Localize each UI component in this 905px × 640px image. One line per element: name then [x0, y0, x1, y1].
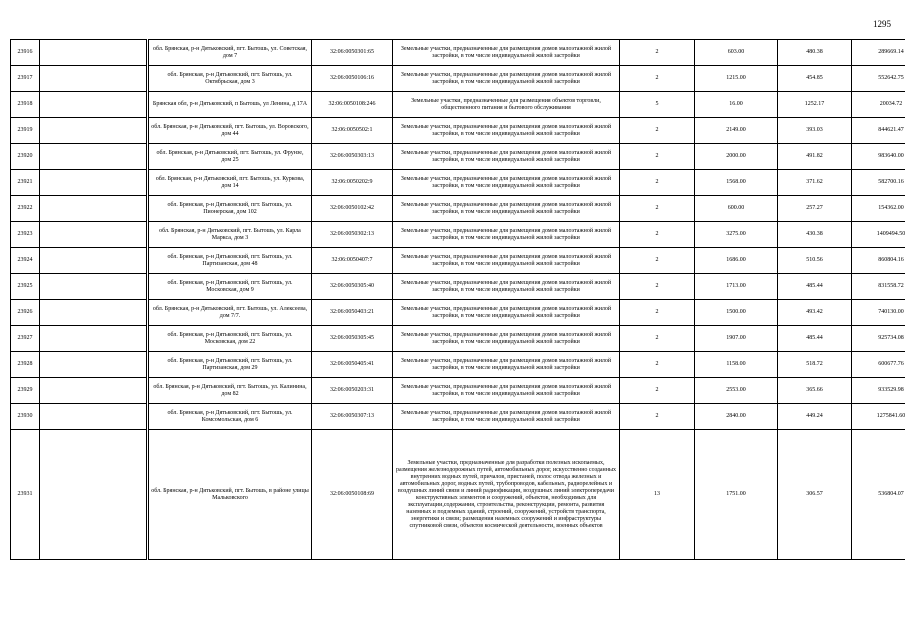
cadastral-number-cell: 32:06:0050307:13 [312, 404, 393, 430]
cadastral-value-cell: 536804.07 [852, 430, 905, 560]
land-use-cell: Земельные участки, предназначенные для размещения домов малоэтажной жилой застройки, в том числе индивидуальной жилой застройки [393, 40, 620, 66]
address-cell: Брянская обл, р-н Дятьковский, п Бытошь, ул Ленина, д 17А [149, 92, 312, 118]
blank-cell [40, 300, 147, 326]
row-number: 23931 [11, 430, 40, 560]
address-cell: обл. Брянская, р-н Дятьковский, пгт. Бытошь, ул. Калинина, дом 82 [149, 378, 312, 404]
cadastral-number-cell: 32:06:0050301:65 [312, 40, 393, 66]
blank-cell [40, 66, 147, 92]
group-code-cell: 2 [620, 274, 695, 300]
cadastral-number-cell: 32:06:0050403:21 [312, 300, 393, 326]
area-cell: 2000.00 [695, 144, 778, 170]
table-row [11, 196, 905, 222]
blank-cell [40, 404, 147, 430]
land-use-cell: Земельные участки, предназначенные для размещения домов малоэтажной жилой застройки, в том числе индивидуальной жилой застройки [393, 378, 620, 404]
land-use-cell: Земельные участки, предназначенные для размещения домов малоэтажной жилой застройки, в том числе индивидуальной жилой застройки [393, 274, 620, 300]
table-row [11, 248, 905, 274]
cadastral-value-cell: 552642.75 [852, 66, 905, 92]
cadastral-number-cell: 32:06:0050202:9 [312, 170, 393, 196]
land-use-cell: Земельные участки, предназначенные для размещения домов малоэтажной жилой застройки, в том числе индивидуальной жилой застройки [393, 170, 620, 196]
cadastral-number-cell: 32:06:0050106:16 [312, 66, 393, 92]
address-cell: обл. Брянская, р-н Дятьковский, пгт. Бытошь, в районе улицы Мальковского [149, 430, 312, 560]
group-code-cell: 2 [620, 300, 695, 326]
address-cell: обл. Брянская, р-н Дятьковский, пгт. Бытошь, ул. Куркова, дом 14 [149, 170, 312, 196]
table-row [11, 118, 905, 144]
cadastral-value-cell: 1275841.60 [852, 404, 905, 430]
group-code-cell: 2 [620, 40, 695, 66]
cadastral-number-cell: 32:06:0050302:13 [312, 222, 393, 248]
blank-cell [40, 430, 147, 560]
cadastral-value-cell: 925734.08 [852, 326, 905, 352]
address-cell: обл. Брянская, р-н Дятьковский, пгт. Бытошь, ул. Пионерская, дом 102 [149, 196, 312, 222]
table-row [11, 92, 905, 118]
table-row [11, 300, 905, 326]
cadastral-value-cell: 983640.00 [852, 144, 905, 170]
cadastral-number-cell: 32:06:0050108:69 [312, 430, 393, 560]
group-code-cell: 2 [620, 326, 695, 352]
specific-value-cell: 485.44 [778, 274, 852, 300]
area-cell: 1713.00 [695, 274, 778, 300]
address-cell: обл. Брянская, р-н Дятьковский, пгт. Бытошь, ул. Октябрьская, дом 3 [149, 66, 312, 92]
land-use-cell: Земельные участки, предназначенные для размещения домов малоэтажной жилой застройки, в том числе индивидуальной жилой застройки [393, 222, 620, 248]
specific-value-cell: 449.24 [778, 404, 852, 430]
table-row [11, 326, 905, 352]
specific-value-cell: 393.03 [778, 118, 852, 144]
table-row [11, 144, 905, 170]
cadastral-value-cell: 600677.76 [852, 352, 905, 378]
row-number: 23923 [11, 222, 40, 248]
blank-cell [40, 248, 147, 274]
address-cell: обл. Брянская, р-н Дятьковский, пгт. Бытошь, ул. Партизанская, дом 29 [149, 352, 312, 378]
group-code-cell: 2 [620, 404, 695, 430]
table-row [11, 274, 905, 300]
row-number: 23930 [11, 404, 40, 430]
row-number: 23919 [11, 118, 40, 144]
cadastral-number-cell: 32:06:0050303:13 [312, 144, 393, 170]
area-cell: 2840.00 [695, 404, 778, 430]
table-row [11, 222, 905, 248]
group-code-cell: 2 [620, 66, 695, 92]
land-use-cell: Земельные участки, предназначенные для размещения домов малоэтажной жилой застройки, в том числе индивидуальной жилой застройки [393, 326, 620, 352]
group-code-cell: 2 [620, 118, 695, 144]
specific-value-cell: 510.56 [778, 248, 852, 274]
specific-value-cell: 306.57 [778, 430, 852, 560]
cadastral-value-cell: 154362.00 [852, 196, 905, 222]
cadastral-value-cell: 933529.98 [852, 378, 905, 404]
land-use-cell: Земельные участки, предназначенные для размещения домов малоэтажной жилой застройки, в том числе индивидуальной жилой застройки [393, 144, 620, 170]
blank-cell [40, 326, 147, 352]
blank-cell [40, 196, 147, 222]
specific-value-cell: 257.27 [778, 196, 852, 222]
blank-cell [40, 274, 147, 300]
specific-value-cell: 518.72 [778, 352, 852, 378]
cadastral-value-cell: 582700.16 [852, 170, 905, 196]
cadastral-value-cell: 1409494.50 [852, 222, 905, 248]
row-number: 23924 [11, 248, 40, 274]
cadastral-number-cell: 32:06:0050305:45 [312, 326, 393, 352]
table-row [11, 40, 905, 66]
area-cell: 1158.00 [695, 352, 778, 378]
area-cell: 1500.00 [695, 300, 778, 326]
group-code-cell: 2 [620, 144, 695, 170]
cadastral-number-cell: 32:06:0050102:42 [312, 196, 393, 222]
table-row [11, 170, 905, 196]
cadastral-value-cell: 831558.72 [852, 274, 905, 300]
registry-body [11, 40, 905, 560]
row-number: 23917 [11, 66, 40, 92]
land-use-cell: Земельные участки, предназначенные для размещения домов малоэтажной жилой застройки, в том числе индивидуальной жилой застройки [393, 248, 620, 274]
area-cell: 1907.00 [695, 326, 778, 352]
address-cell: обл. Брянская, р-н Дятьковский, пгт. Бытошь, ул. Карла Маркса, дом 3 [149, 222, 312, 248]
cadastral-value-cell: 844621.47 [852, 118, 905, 144]
cadastral-value-cell: 740130.00 [852, 300, 905, 326]
address-cell: обл. Брянская, р-н Дятьковский, пгт. Бытошь, ул. Комсомольская, дом 6 [149, 404, 312, 430]
table-row [11, 352, 905, 378]
address-cell: обл. Брянская, р-н Дятьковский, пгт. Бытошь, ул. Алексеева, дом 7/7. [149, 300, 312, 326]
area-cell: 2553.00 [695, 378, 778, 404]
row-number: 23916 [11, 40, 40, 66]
cadastral-value-cell: 860804.16 [852, 248, 905, 274]
blank-cell [40, 118, 147, 144]
area-cell: 1751.00 [695, 430, 778, 560]
area-cell: 16.00 [695, 92, 778, 118]
group-code-cell: 5 [620, 92, 695, 118]
land-registry-table [10, 39, 905, 560]
group-code-cell: 2 [620, 248, 695, 274]
land-use-cell: Земельные участки, предназначенные для размещения домов малоэтажной жилой застройки, в том числе индивидуальной жилой застройки [393, 300, 620, 326]
land-use-cell: Земельные участки, предназначенные для размещения объектов торговли, общественного питания и бытового обслуживания [393, 92, 620, 118]
row-number: 23925 [11, 274, 40, 300]
row-number: 23929 [11, 378, 40, 404]
blank-cell [40, 222, 147, 248]
cadastral-number-cell: 32:06:0050405:41 [312, 352, 393, 378]
row-number: 23922 [11, 196, 40, 222]
area-cell: 1568.00 [695, 170, 778, 196]
group-code-cell: 2 [620, 378, 695, 404]
blank-cell [40, 144, 147, 170]
cadastral-value-cell: 20034.72 [852, 92, 905, 118]
address-cell: обл. Брянская, р-н Дятьковский, пгт. Бытошь, ул. Фрунзе, дом 25 [149, 144, 312, 170]
table-row [11, 430, 905, 560]
specific-value-cell: 454.85 [778, 66, 852, 92]
land-use-cell: Земельные участки, предназначенные для размещения домов малоэтажной жилой застройки, в том числе индивидуальной жилой застройки [393, 404, 620, 430]
area-cell: 3275.00 [695, 222, 778, 248]
table-row [11, 404, 905, 430]
blank-cell [40, 378, 147, 404]
specific-value-cell: 1252.17 [778, 92, 852, 118]
group-code-cell: 2 [620, 352, 695, 378]
cadastral-number-cell: 32:06:0050305:40 [312, 274, 393, 300]
group-code-cell: 2 [620, 222, 695, 248]
row-number: 23920 [11, 144, 40, 170]
specific-value-cell: 365.66 [778, 378, 852, 404]
page-number: 1295 [873, 19, 891, 29]
area-cell: 2149.00 [695, 118, 778, 144]
row-number: 23926 [11, 300, 40, 326]
land-use-cell: Земельные участки, предназначенные для размещения домов малоэтажной жилой застройки, в том числе индивидуальной жилой застройки [393, 352, 620, 378]
group-code-cell: 2 [620, 170, 695, 196]
group-code-cell: 13 [620, 430, 695, 560]
area-cell: 600.00 [695, 196, 778, 222]
address-cell: обл. Брянская, р-н Дятьковский, пгт. Бытошь, ул. Партизанская, дом 48 [149, 248, 312, 274]
blank-cell [40, 170, 147, 196]
specific-value-cell: 485.44 [778, 326, 852, 352]
area-cell: 1215.00 [695, 66, 778, 92]
cadastral-number-cell: 32:06:0050203:31 [312, 378, 393, 404]
land-use-cell: Земельные участки, предназначенные для разработки полезных ископаемых, размещения железнодорожных путей, автомобильных дорог, искусственно созданных внутренних водных путей, причалов, пристаней, полос отвода железных и автомобильных дорог, водных путей, трубопроводов, кабельных, радиорелейных и воздушных линий связи и линий радиофикации, воздушных линий электропередачи конструктивных элементов и сооружений, объектов, необходимых для эксплуатации,содержания, строительства, реконструкции, ремонта, развития наземных и подземных зданий, строений, сооружений, устройств транспорта, энергетики и связи; размещения наземных сооружений и инфраструктуры спутниковой связи, объектов космической деятельности, военных объектов [393, 430, 620, 560]
specific-value-cell: 430.38 [778, 222, 852, 248]
land-use-cell: Земельные участки, предназначенные для размещения домов малоэтажной жилой застройки, в том числе индивидуальной жилой застройки [393, 66, 620, 92]
row-number: 23927 [11, 326, 40, 352]
row-number: 23928 [11, 352, 40, 378]
specific-value-cell: 491.82 [778, 144, 852, 170]
address-cell: обл. Брянская, р-н Дятьковский, пгт. Бытошь, ул. Московская, дом 22 [149, 326, 312, 352]
specific-value-cell: 371.62 [778, 170, 852, 196]
table-row [11, 378, 905, 404]
area-cell: 1686.00 [695, 248, 778, 274]
specific-value-cell: 480.38 [778, 40, 852, 66]
cadastral-number-cell: 32:06:0050108:246 [312, 92, 393, 118]
address-cell: обл. Брянская, р-н Дятьковский, пгт. Бытошь, ул. Воровского, дом 44 [149, 118, 312, 144]
cadastral-number-cell: 32:06:0050502:1 [312, 118, 393, 144]
specific-value-cell: 493.42 [778, 300, 852, 326]
cadastral-number-cell: 32:06:0050407:7 [312, 248, 393, 274]
table-row [11, 66, 905, 92]
address-cell: обл. Брянская, р-н Дятьковский, пгт. Бытошь, ул. Московская, дом 9 [149, 274, 312, 300]
land-use-cell: Земельные участки, предназначенные для размещения домов малоэтажной жилой застройки, в том числе индивидуальной жилой застройки [393, 118, 620, 144]
address-cell: обл. Брянская, р-н Дятьковский, пгт. Бытошь, ул. Советская, дом 7 [149, 40, 312, 66]
blank-cell [40, 92, 147, 118]
cadastral-value-cell: 289669.14 [852, 40, 905, 66]
row-number: 23918 [11, 92, 40, 118]
group-code-cell: 2 [620, 196, 695, 222]
row-number: 23921 [11, 170, 40, 196]
blank-cell [40, 352, 147, 378]
land-use-cell: Земельные участки, предназначенные для размещения домов малоэтажной жилой застройки, в том числе индивидуальной жилой застройки [393, 196, 620, 222]
blank-cell [40, 40, 147, 66]
area-cell: 603.00 [695, 40, 778, 66]
